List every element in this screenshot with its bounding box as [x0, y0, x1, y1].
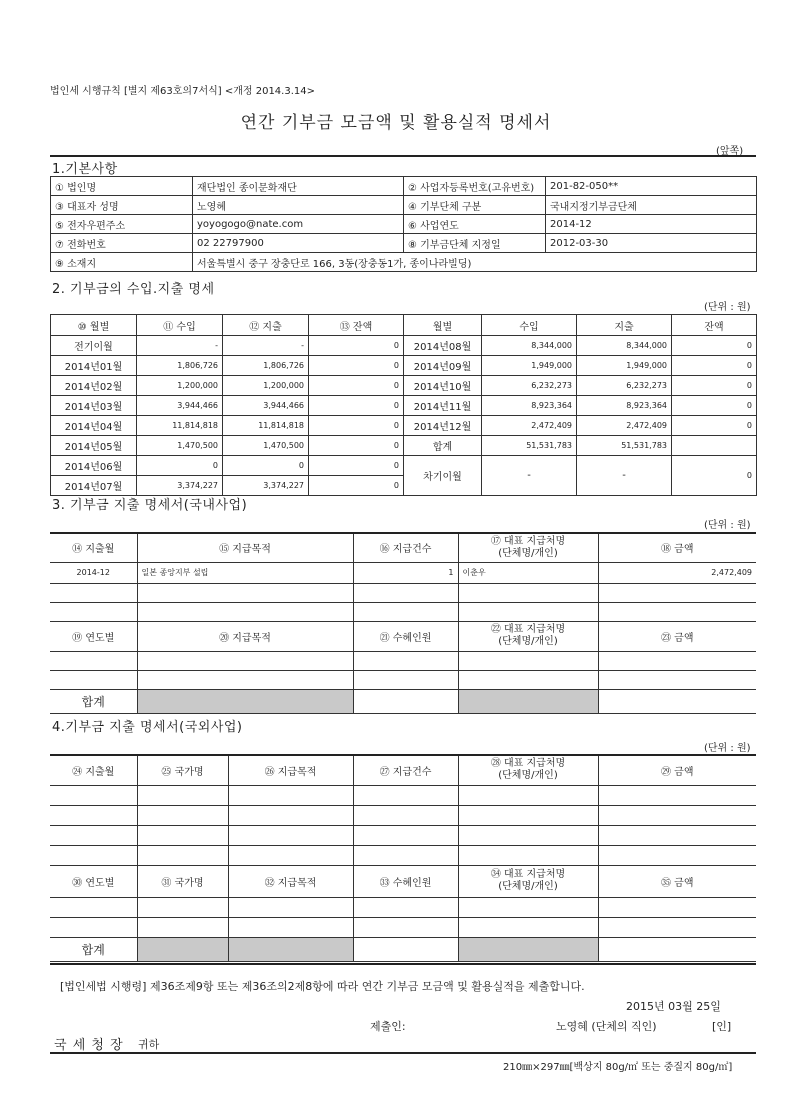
income-cell: 1,200,000 — [137, 376, 223, 396]
month-cell: 2014년05월 — [51, 436, 137, 456]
hdr-s4b-country: ㉛ 국가명 — [137, 865, 228, 897]
hdr-s4-payee-line2: (단체명/개인) — [498, 770, 558, 782]
income-cell: 11,814,818 — [137, 416, 223, 436]
hdr-s4b-amount: ㉟ 금액 — [598, 865, 756, 897]
basic-info-table — [50, 176, 757, 272]
hdr-s4-amount: ㉙ 금액 — [598, 755, 756, 785]
balance-cell: 0 — [672, 336, 757, 356]
hdr-s4-country: ㉕ 국가명 — [137, 755, 228, 785]
s3-row-month: 2014-12 — [50, 562, 137, 583]
month-cell: 2014년12월 — [404, 416, 482, 436]
expense-cell: 51,531,783 — [577, 436, 672, 456]
hdr-s3-payee-line1: ⑰ 대표 지급처명 — [490, 535, 566, 547]
table-row — [51, 336, 757, 356]
balance-cell: 0 — [309, 436, 404, 456]
month-cell: 전기이월 — [51, 336, 137, 356]
month-cell: 2014년01월 — [51, 356, 137, 376]
income-cell: 3,374,227 — [137, 476, 223, 496]
seal-mark: [인] — [712, 1020, 732, 1033]
rep-value: 노영혜 — [193, 196, 404, 215]
hdr-s4-month: ㉔ 지출월 — [50, 755, 137, 785]
hdr-s3b-year: ⑲ 연도별 — [50, 621, 137, 651]
month-cell: 2014년02월 — [51, 376, 137, 396]
hdr-s4-count: ㉗ 지급건수 — [353, 755, 458, 785]
hdr-s3-amount: ⑱ 금액 — [598, 533, 756, 562]
hdr-s3-payee — [458, 533, 598, 562]
s3-row-count: 1 — [353, 562, 458, 583]
income-cell: 2,472,409 — [482, 416, 577, 436]
expense-cell: 6,232,273 — [577, 376, 672, 396]
table-row — [51, 376, 757, 396]
income-cell: 0 — [137, 456, 223, 476]
hdr-s3b-payee — [458, 621, 598, 651]
hdr-s3-payee-line2: (단체명/개인) — [498, 547, 558, 559]
balance-cell: 0 — [672, 356, 757, 376]
carry-forward-income: - — [482, 456, 577, 496]
expense-cell: 2,472,409 — [577, 416, 672, 436]
hdr-s3b-payee-line1: ㉒ 대표 지급처명 — [490, 624, 566, 635]
submission-date: 2015년 03월 25일 — [626, 1000, 721, 1013]
domestic-expense-table — [50, 532, 756, 714]
carry-forward-label: 차기이월 — [404, 456, 482, 496]
hdr-s3-month: ⑭ 지출월 — [50, 533, 137, 562]
hdr-expense-right: 지출 — [577, 315, 672, 336]
email-label: ⑤ 전자우편주소 — [51, 215, 193, 234]
hdr-s4b-payee-line1: ㉞ 대표 지급처명 — [490, 869, 566, 880]
hdr-s3-count: ⑯ 지급건수 — [353, 533, 458, 562]
email-value: yoyogogo@nate.com — [193, 215, 404, 234]
hdr-month-left: ⑩ 월별 — [51, 315, 137, 336]
month-cell: 2014년04월 — [51, 416, 137, 436]
balance-cell: 0 — [309, 416, 404, 436]
expense-cell: 8,344,000 — [577, 336, 672, 356]
year-label: ⑥ 사업연도 — [404, 215, 546, 234]
expense-cell: 1,806,726 — [223, 356, 309, 376]
balance-cell — [672, 436, 757, 456]
submitter-name: 노영혜 (단체의 직인) — [556, 1020, 657, 1033]
balance-cell: 0 — [309, 396, 404, 416]
carry-forward-expense: - — [577, 456, 672, 496]
section2-title: 2. 기부금의 수입.지출 명세 — [52, 282, 215, 297]
hdr-s4b-payee-line2: (단체명/개인) — [498, 881, 558, 892]
expense-cell: - — [223, 336, 309, 356]
footer-divider — [50, 963, 756, 965]
expense-cell: 1,949,000 — [577, 356, 672, 376]
hdr-s3-purpose: ⑮ 지급목적 — [137, 533, 353, 562]
corp-name-value: 재단법인 종이문화재단 — [193, 177, 404, 196]
expense-cell: 0 — [223, 456, 309, 476]
hdr-s4b-year: ㉚ 연도별 — [50, 865, 137, 897]
designated-label: ⑧ 기부금단체 지정일 — [404, 234, 546, 253]
hdr-s4-purpose: ㉖ 지급목적 — [228, 755, 353, 785]
income-cell: 3,944,466 — [137, 396, 223, 416]
hdr-s3b-payee-line2: (단체명/개인) — [498, 636, 558, 647]
month-cell: 2014년08월 — [404, 336, 482, 356]
hdr-month-right: 월별 — [404, 315, 482, 336]
bottom-divider — [50, 1052, 756, 1054]
table-row — [51, 416, 757, 436]
year-value: 2014-12 — [546, 215, 757, 234]
expense-cell: 3,374,227 — [223, 476, 309, 496]
expense-cell: 1,470,500 — [223, 436, 309, 456]
income-cell: 8,344,000 — [482, 336, 577, 356]
hdr-s4b-payee — [458, 865, 598, 897]
recipient: 국 세 청 장 — [54, 1038, 124, 1053]
section4-title: 4.기부금 지출 명세서(국외사업) — [52, 720, 243, 735]
org-type-label: ④ 기부단체 구분 — [404, 196, 546, 215]
recipient-honorific: 귀하 — [138, 1038, 160, 1051]
month-cell: 2014년11월 — [404, 396, 482, 416]
section2-unit: (단위 : 원) — [704, 302, 751, 313]
s3-row-payee: 이춘우 — [458, 562, 598, 583]
hdr-s4-payee — [458, 755, 598, 785]
month-cell: 2014년09월 — [404, 356, 482, 376]
hdr-s3b-amount: ㉓ 금액 — [598, 621, 756, 651]
s3-row-purpose: 일본 종앙지부 설립 — [137, 562, 353, 583]
income-cell: - — [137, 336, 223, 356]
hdr-income-right: 수입 — [482, 315, 577, 336]
month-cell: 2014년07월 — [51, 476, 137, 496]
income-cell: 6,232,273 — [482, 376, 577, 396]
table-row — [51, 456, 757, 476]
submission-statement: [법인세법 시행령] 제36조제9항 또는 제36조의2제8항에 따라 연간 기부금 모금액 및 활용실적을 제출합니다. — [60, 980, 585, 993]
income-cell: 1,949,000 — [482, 356, 577, 376]
month-cell: 2014년03월 — [51, 396, 137, 416]
carry-forward-balance: 0 — [672, 456, 757, 496]
phone-label: ⑦ 전화번호 — [51, 234, 193, 253]
hdr-balance-right: 잔액 — [672, 315, 757, 336]
total-label-cell: 합계 — [404, 436, 482, 456]
address-value: 서울특별시 중구 장충단로 166, 3동(장충동1가, 종이나라빌딩) — [193, 253, 757, 272]
balance-cell: 0 — [309, 336, 404, 356]
biz-no-label: ② 사업자등록번호(고유번호) — [404, 177, 546, 196]
hdr-s3b-purpose: ⑳ 지급목적 — [137, 621, 353, 651]
table-row — [51, 436, 757, 456]
designated-value: 2012-03-30 — [546, 234, 757, 253]
s4-total-label: 합계 — [50, 937, 137, 961]
overseas-expense-table — [50, 754, 756, 962]
org-type-value: 국내지정기부금단체 — [546, 196, 757, 215]
month-cell: 2014년06월 — [51, 456, 137, 476]
expense-cell: 11,814,818 — [223, 416, 309, 436]
top-divider — [50, 155, 756, 157]
paper-spec: 210㎜×297㎜[백상지 80g/㎡ 또는 중질지 80g/㎡] — [503, 1062, 733, 1073]
income-cell: 51,531,783 — [482, 436, 577, 456]
regulation-text: 법인세 시행규칙 [별지 제63호의7서식] <개정 2014.3.14> — [50, 86, 315, 97]
address-label: ⑨ 소재지 — [51, 253, 193, 272]
balance-cell: 0 — [672, 376, 757, 396]
hdr-s4b-recipients: ㉝ 수혜인원 — [353, 865, 458, 897]
balance-cell: 0 — [309, 376, 404, 396]
income-cell: 8,923,364 — [482, 396, 577, 416]
table-row — [51, 356, 757, 376]
balance-cell: 0 — [309, 476, 404, 496]
balance-cell: 0 — [309, 356, 404, 376]
balance-cell: 0 — [672, 396, 757, 416]
section1-title: 1.기본사항 — [52, 162, 118, 177]
s3-total-label: 합계 — [50, 689, 137, 713]
expense-cell: 1,200,000 — [223, 376, 309, 396]
section4-unit: (단위 : 원) — [704, 743, 751, 754]
income-cell: 1,470,500 — [137, 436, 223, 456]
corp-name-label: ① 법인명 — [51, 177, 193, 196]
hdr-s4b-purpose: ㉜ 지급목적 — [228, 865, 353, 897]
phone-value: 02 22797900 — [193, 234, 404, 253]
section3-title: 3. 기부금 지출 명세서(국내사업) — [52, 498, 248, 513]
balance-cell: 0 — [672, 416, 757, 436]
s3-row-amount: 2,472,409 — [598, 562, 756, 583]
page-title: 연간 기부금 모금액 및 활용실적 명세서 — [240, 113, 552, 133]
month-cell: 2014년10월 — [404, 376, 482, 396]
table-row — [51, 396, 757, 416]
income-cell: 1,806,726 — [137, 356, 223, 376]
hdr-expense-left: ⑫ 지출 — [223, 315, 309, 336]
hdr-s3b-recipients: ㉑ 수혜인원 — [353, 621, 458, 651]
expense-cell: 8,923,364 — [577, 396, 672, 416]
submitter-label: 제출인: — [370, 1020, 406, 1033]
page-side-label: (앞쪽) — [716, 146, 744, 157]
hdr-balance-left: ⑬ 잔액 — [309, 315, 404, 336]
biz-no-value: 201-82-050** — [546, 177, 757, 196]
balance-cell: 0 — [309, 456, 404, 476]
income-expense-table — [50, 314, 757, 496]
expense-cell: 3,944,466 — [223, 396, 309, 416]
hdr-income-left: ⑪ 수입 — [137, 315, 223, 336]
hdr-s4-payee-line1: ㉘ 대표 지급처명 — [490, 758, 566, 770]
section3-unit: (단위 : 원) — [704, 520, 751, 531]
rep-label: ③ 대표자 성명 — [51, 196, 193, 215]
